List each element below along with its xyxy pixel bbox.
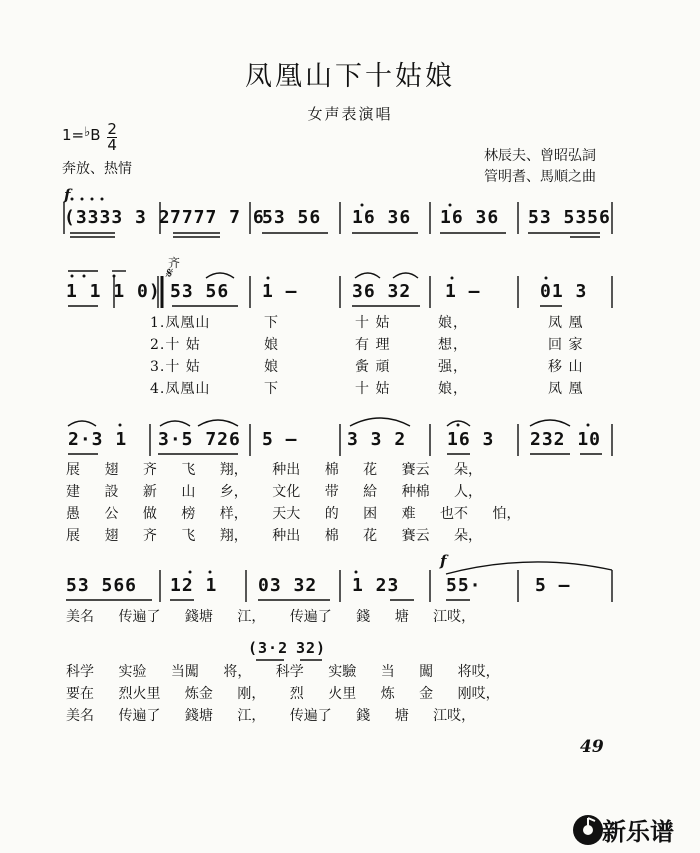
octave-dot: [451, 277, 454, 280]
key-flat: ♭: [84, 125, 91, 140]
slur: [68, 421, 96, 426]
slur: [446, 562, 612, 574]
octave-dot: [587, 424, 590, 427]
verse-1-b: 下: [264, 315, 279, 331]
dynamic-forte-2: f: [440, 552, 447, 570]
octave-dot: [457, 424, 460, 427]
measure-4-3: 03 32: [258, 575, 318, 596]
verse-line-3-2: 建 設 新 山 乡， 文化 带 給 种棉 人，: [66, 484, 483, 500]
tempo-mood: 奔放、热情: [62, 161, 132, 177]
measure-2-5: 1 —: [445, 281, 481, 302]
segno-sign: 𝄋: [165, 264, 172, 282]
octave-dot: [81, 198, 84, 201]
verse-2-a: 2.十 姑: [150, 337, 201, 353]
measure-1-4: 16 36: [352, 207, 412, 228]
slur: [206, 273, 234, 278]
verse-line-4: 美名 传遍了 錢塘 江， 传遍了 錢 塘 江哎，: [66, 609, 476, 625]
measure-1-2: 7777 7 6: [170, 207, 265, 228]
verse-3-e: 移 山: [548, 359, 584, 375]
octave-dot: [355, 571, 358, 574]
measure-4-5: 55·: [446, 575, 482, 596]
measure-3-6: 232 10: [530, 429, 602, 450]
slur: [198, 420, 238, 426]
verse-2-e: 回 家: [548, 337, 584, 353]
slur: [530, 420, 570, 426]
measure-4-6: 5 —: [535, 575, 571, 596]
key-prefix: 1=: [62, 126, 85, 144]
composer-credit: 管明耆、馬順之曲: [484, 169, 596, 185]
octave-dot: [71, 275, 74, 278]
slur: [393, 273, 418, 278]
octave-dot: [83, 275, 86, 278]
verse-4-e: 凤 凰: [548, 381, 584, 397]
measure-2-4: 36 32: [352, 281, 412, 302]
measure-1-5: 16 36: [440, 207, 500, 228]
verse-3-a: 3.十 姑: [150, 359, 201, 375]
measure-5-2: 32): [296, 639, 327, 657]
measure-3-1: 2·3 1: [68, 429, 128, 450]
verse-1-e: 凤 凰: [548, 315, 584, 331]
key-note: B: [90, 126, 101, 144]
verse-line-5-3: 美名 传遍了 錢塘 江， 传遍了 錢 塘 江哎，: [66, 708, 476, 724]
verse-3-c: 夤 頑: [355, 359, 391, 375]
octave-dot: [101, 198, 104, 201]
octave-dot: [545, 277, 548, 280]
measure-1-3: 53 56: [262, 207, 322, 228]
measure-3-4: 3 3 2: [347, 429, 407, 450]
slur: [355, 273, 380, 278]
verse-4-b: 下: [264, 381, 279, 397]
time-top: 2: [107, 120, 117, 138]
slur: [160, 421, 190, 426]
measure-4-4: 1 23: [352, 575, 400, 596]
octave-dot: [189, 571, 192, 574]
verse-2-c: 有 理: [355, 337, 391, 353]
measure-1-6: 53 5356: [528, 207, 611, 228]
verse-2-d: 想，: [438, 337, 468, 353]
verse-4-a: 4.凤凰山: [150, 381, 211, 397]
verse-line-3-3: 愚 公 做 榜 样， 天大 的 困 难 也不 怕，: [66, 506, 521, 522]
verse-1-a: 1.凤凰山: [150, 315, 211, 331]
unison-mark: 齐: [168, 256, 181, 270]
measure-4-2: 12 1: [170, 575, 218, 596]
measure-2-1: 1 1 1 0): [66, 281, 161, 302]
octave-dot: [119, 424, 122, 427]
measure-4-1: 53 566: [66, 575, 138, 596]
verse-line-3-4: 展 翅 齐 飞 翔， 种出 棉 花 賽云 朵，: [66, 528, 483, 544]
page-number: 49: [580, 737, 604, 757]
verse-3-b: 娘: [264, 359, 279, 375]
lyricist-credit: 林辰夫、曾昭弘詞: [484, 148, 596, 164]
verse-4-d: 娘，: [438, 381, 468, 397]
measure-2-6: 01 3: [540, 281, 588, 302]
verse-line-5-1: 科学 实验 当闖 将， 科学 实驗 当 闖 将哎，: [66, 664, 500, 680]
time-bottom: 4: [107, 136, 117, 154]
verse-4-c: 十 姑: [355, 381, 391, 397]
octave-dot: [361, 204, 364, 207]
octave-dot: [91, 198, 94, 201]
measure-2-2: 53 56: [170, 281, 230, 302]
measure-1-1: (3333 3 2: [64, 207, 171, 228]
verse-1-c: 十 姑: [355, 315, 391, 331]
octave-dot: [267, 277, 270, 280]
verse-line-3-1: 展 翅 齐 飞 翔， 种出 棉 花 賽云 朵，: [66, 462, 483, 478]
logo-text: 新乐谱: [602, 818, 674, 846]
measure-3-2: 3·5 726: [158, 429, 241, 450]
slur: [350, 418, 410, 426]
measure-3-5: 16 3: [447, 429, 495, 450]
measure-3-3: 5 —: [262, 429, 298, 450]
song-title: 凤凰山下十姑娘: [245, 61, 455, 92]
octave-dot: [209, 571, 212, 574]
measure-5-1: (3·2: [248, 639, 289, 657]
verse-1-d: 娘，: [438, 315, 468, 331]
octave-dot: [113, 275, 116, 278]
dynamic-forte-1: f: [64, 186, 71, 204]
verse-3-d: 强，: [438, 359, 468, 375]
verse-line-5-2: 要在 烈火里 炼金 刚， 烈 火里 炼 金 刚哎，: [66, 686, 500, 702]
octave-dot: [71, 198, 74, 201]
verse-2-b: 娘: [264, 337, 279, 353]
measure-2-3: 1 —: [262, 281, 298, 302]
song-subtitle: 女声表演唱: [307, 105, 393, 123]
octave-dot: [449, 204, 452, 207]
